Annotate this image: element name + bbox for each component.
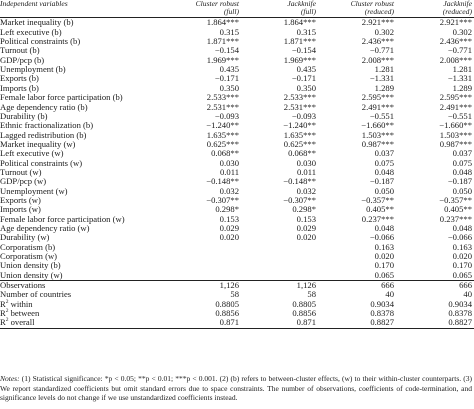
coefficient-cell: 0.029 (296, 222, 316, 233)
statistic-cell: 58 (230, 289, 239, 300)
statistic-cell: 666 (381, 280, 394, 291)
coefficient-cell: 0.065 (452, 269, 472, 280)
coefficient-cell: 2.008*** (361, 54, 394, 65)
row-label: Female labor force participation (b) (0, 92, 123, 103)
column-header-jackknife-reduced: Jackknife (443, 0, 472, 8)
row-label: Lagged redistribution (b) (0, 129, 87, 140)
table-notes (0, 374, 472, 403)
stat-label-superscript: 2 (5, 308, 9, 315)
row-label: Durability (w) (0, 232, 50, 243)
statistic-cell: 0.8805 (215, 298, 239, 309)
coefficient-cell: 0.068** (288, 148, 316, 159)
coefficient-cell: −0.771 (447, 45, 472, 56)
coefficient-cell: 0.050 (374, 185, 394, 196)
coefficient-cell: 0.032 (219, 185, 239, 196)
stat-label-text: R (0, 308, 6, 319)
coefficient-cell: 0.315 (296, 26, 316, 37)
coefficient-cell: −0.154 (214, 45, 239, 56)
coefficient-cell: 0.163 (452, 241, 472, 252)
coefficient-cell: 0.435 (219, 64, 239, 75)
coefficient-cell: −0.154 (291, 45, 316, 56)
coefficient-cell: 0.153 (296, 213, 316, 224)
column-header-cluster-reduced: Cluster robust (350, 0, 394, 8)
coefficient-cell: 0.625*** (283, 138, 316, 149)
coefficient-cell: 1.635*** (206, 129, 239, 140)
row-label: Imports (b) (0, 82, 39, 93)
coefficient-cell: 0.037 (452, 148, 472, 159)
row-label: Turnout (w) (0, 166, 42, 177)
column-subheader-cluster-reduced: (reduced) (364, 7, 394, 17)
row-label: Imports (w) (0, 204, 41, 215)
coefficient-cell: −0.148** (283, 176, 316, 187)
coefficient-cell: 0.048 (374, 166, 394, 177)
stat-label-superscript: 2 (5, 317, 9, 324)
coefficient-cell: 0.298* (215, 204, 239, 215)
row-label: Left executive (b) (0, 26, 62, 37)
statistic-cell: 0.8856 (215, 308, 239, 319)
coefficient-cell: 1.635*** (283, 129, 316, 140)
coefficient-cell: 0.350 (296, 82, 316, 93)
coefficient-cell: −0.187 (447, 176, 472, 187)
coefficient-cell: 0.170 (452, 260, 472, 271)
row-label: GDP/pcp (b) (0, 54, 45, 65)
coefficient-cell: −0.307** (206, 194, 239, 205)
fit-statistics-rows (0, 281, 474, 329)
coefficient-cell: 2.531*** (283, 101, 316, 112)
notes-lead: Notes: (0, 374, 20, 383)
coefficient-cell: 0.030 (219, 157, 239, 168)
coefficient-cell (166, 252, 241, 261)
statistic-cell: 0.8378 (448, 308, 472, 319)
coefficient-cell: 2.436*** (361, 36, 394, 47)
coefficient-cell: −0.357** (361, 194, 394, 205)
coefficient-cell: 1.281 (374, 64, 394, 75)
stat-label-superscript: 2 (5, 298, 9, 305)
row-label: Age dependency ratio (w) (0, 222, 90, 233)
coefficient-cell: 0.405** (444, 204, 472, 215)
row-label: Durability (b) (0, 110, 48, 121)
stat-label-text: R (0, 317, 6, 328)
coefficient-cell: 0.315 (219, 26, 239, 37)
coefficient-cell: −0.093 (291, 110, 316, 121)
coefficient-cell: −0.066 (369, 232, 394, 243)
statistic-cell: 0.8827 (448, 317, 472, 328)
coefficient-cell: 0.050 (452, 185, 472, 196)
row-label: Union density (w) (0, 269, 63, 280)
coefficient-cell: 0.030 (296, 157, 316, 168)
stat-label-text: R (0, 298, 6, 309)
table-row (0, 233, 474, 242)
coefficient-cell: 0.020 (219, 232, 239, 243)
table-row (0, 243, 474, 252)
coefficient-cell: 0.350 (219, 82, 239, 93)
statistic-cell: 58 (307, 289, 316, 300)
coefficient-cell (241, 243, 318, 252)
coefficient-cell: 2.533*** (283, 92, 316, 103)
row-label: Female labor force participation (w) (0, 213, 125, 224)
row-label: GDP/pcp (w) (0, 176, 47, 187)
column-subheader-jackknife-full: (full) (300, 7, 316, 17)
coefficient-cell: −1.331 (369, 73, 394, 84)
coefficient-cell: 0.298* (292, 204, 316, 215)
coefficient-cell: 0.032 (296, 185, 316, 196)
coefficient-cell: 1.969*** (206, 54, 239, 65)
coefficient-cell (241, 252, 318, 261)
coefficient-cell: −0.187 (369, 176, 394, 187)
coefficient-cell: 1.503*** (361, 129, 394, 140)
coefficient-cell: −1.331 (447, 73, 472, 84)
statistic-cell: 0.9034 (370, 298, 394, 309)
coefficient-cell: 0.011 (219, 166, 239, 177)
coefficient-cell: 2.008*** (439, 54, 472, 65)
coefficient-cell (166, 243, 241, 252)
coefficient-cell: −0.551 (369, 110, 394, 121)
coefficient-cell: 0.163 (374, 241, 394, 252)
stat-label-text: Number of countries (0, 289, 72, 300)
coefficient-cell: 1.289 (452, 82, 472, 93)
coefficient-cell: 2.921*** (361, 17, 394, 28)
row-label: Market inequality (w) (0, 138, 76, 149)
coefficient-cell: 1.864*** (206, 17, 239, 28)
coefficient-cell: −0.148** (206, 176, 239, 187)
statistic-cell: 0.9034 (448, 298, 472, 309)
coefficient-cell: −0.771 (369, 45, 394, 56)
statistic-cell: 0.8805 (292, 298, 316, 309)
coefficient-cell: 0.020 (296, 232, 316, 243)
row-label: Exports (b) (0, 73, 39, 84)
coefficient-cell: 2.531*** (206, 101, 239, 112)
row-label: Unemployment (b) (0, 64, 66, 75)
notes-text: (1) Statistical significance: *p < 0.05; **p < 0.01; ***p < 0.001. (2) (b) refers to between-cluster effects, (w) to their within-cluster counterparts. (3) We report standardized coefficients but omit standard errors due to space constraints. The number of observations, coefficients of code-termination, and significance levels do not change if we use unstandardized coefficients instead. (0, 374, 472, 403)
coefficient-cell: 0.068** (211, 148, 239, 159)
statistic-cell: 1,126 (219, 280, 239, 291)
table-row (0, 261, 474, 270)
row-label: Exports (w) (0, 194, 41, 205)
coefficient-cell: −0.066 (447, 232, 472, 243)
coefficient-cell: −0.307** (283, 194, 316, 205)
coefficient-cell: 2.533*** (206, 92, 239, 103)
column-header-cluster-full: Cluster robust (195, 0, 239, 8)
coefficient-cell: 0.048 (374, 222, 394, 233)
coefficient-cell: 0.048 (452, 222, 472, 233)
statistic-cell: 0.871 (219, 317, 239, 328)
statistic-cell: 666 (459, 280, 472, 291)
stat-label-suffix: within (8, 298, 33, 309)
statistic-cell: 0.8827 (370, 317, 394, 328)
coefficient-cell: 2.491*** (361, 101, 394, 112)
stat-label-text: Observations (0, 280, 46, 291)
coefficient-cell: 1.871*** (206, 36, 239, 47)
stat-label-suffix: overall (8, 317, 35, 328)
coefficient-cell: 0.987*** (361, 138, 394, 149)
coefficient-cell: 0.011 (296, 166, 316, 177)
column-header-variables: Independent variables (0, 0, 68, 8)
row-label: Market inequality (b) (0, 17, 74, 28)
row-label: Political constraints (b) (0, 36, 81, 47)
coefficient-cell: 0.020 (452, 251, 472, 261)
coefficient-cell: 0.302 (374, 26, 394, 37)
coefficient-cell: 0.153 (219, 213, 239, 224)
coefficient-cell: −0.357** (439, 194, 472, 205)
row-label: Left executive (w) (0, 148, 64, 159)
coefficient-cell: 0.625*** (206, 138, 239, 149)
coefficient-cell: 1.871*** (283, 36, 316, 47)
statistic-cell: 0.8856 (292, 308, 316, 319)
coefficient-cell: 0.987*** (439, 138, 472, 149)
stat-label-suffix: between (8, 308, 40, 319)
coefficient-cell: 0.302 (452, 26, 472, 37)
coefficient-cell: 2.491*** (439, 101, 472, 112)
coefficient-cell: 0.020 (374, 251, 394, 261)
table-header (0, 0, 474, 18)
row-label: Union density (b) (0, 260, 61, 271)
coefficient-cell: −0.171 (214, 73, 239, 84)
statistic-cell: 1,126 (296, 280, 316, 291)
coefficient-cell: −1.240** (206, 120, 239, 131)
coefficient-cell: 1.289 (374, 82, 394, 93)
coefficient-cell: 0.048 (452, 166, 472, 177)
coefficient-cell: 0.075 (452, 157, 472, 168)
coefficient-cell: 0.237*** (439, 213, 472, 224)
coefficient-cell: −1.240** (283, 120, 316, 131)
coefficient-cell: 0.435 (296, 64, 316, 75)
coefficient-cell (166, 261, 241, 270)
coefficient-cell: 1.281 (452, 64, 472, 75)
statistic-cell: 0.8378 (370, 308, 394, 319)
coefficient-cell: 2.921*** (439, 17, 472, 28)
coefficient-cell: 0.037 (374, 148, 394, 159)
coefficient-cell: 2.595*** (439, 92, 472, 103)
statistic-cell: 40 (463, 289, 472, 300)
coefficient-cell: 2.595*** (361, 92, 394, 103)
coefficient-rows (0, 18, 474, 281)
column-subheader-cluster-full: (full) (223, 7, 239, 17)
coefficient-cell: −0.171 (291, 73, 316, 84)
row-label: Age dependency ratio (b) (0, 101, 88, 112)
stat-label (0, 318, 166, 328)
row-label: Ethnic fractionalization (b) (0, 120, 94, 131)
coefficient-cell: 1.969*** (283, 54, 316, 65)
coefficient-cell: 0.029 (219, 222, 239, 233)
coefficient-cell: 0.170 (374, 260, 394, 271)
row-label: Unemployment (w) (0, 185, 68, 196)
row-label: Corporatism (w) (0, 251, 58, 261)
column-subheader-jackknife-reduced: (reduced) (442, 7, 472, 17)
coefficient-cell: −0.093 (214, 110, 239, 121)
coefficient-cell: 2.436*** (439, 36, 472, 47)
coefficient-cell: −1.660** (361, 120, 394, 131)
column-header-jackknife-full: Jackknife (287, 0, 316, 8)
coefficient-cell: 0.405** (366, 204, 394, 215)
coefficient-cell: −1.660** (439, 120, 472, 131)
table-row (0, 252, 474, 261)
coefficient-cell: −0.551 (447, 110, 472, 121)
coefficient-cell (241, 261, 318, 270)
coefficient-cell: 1.503*** (439, 129, 472, 140)
coefficient-cell: 0.075 (374, 157, 394, 168)
coefficient-cell: 1.864*** (283, 17, 316, 28)
row-label: Turnout (b) (0, 45, 40, 56)
table-row (0, 318, 474, 328)
row-label: Political constraints (w) (0, 157, 83, 168)
row-label: Corporatism (b) (0, 241, 56, 252)
coefficient-cell: 0.237*** (361, 213, 394, 224)
statistic-cell: 40 (385, 289, 394, 300)
statistic-cell: 0.871 (296, 317, 316, 328)
coefficient-cell: 0.065 (374, 269, 394, 280)
